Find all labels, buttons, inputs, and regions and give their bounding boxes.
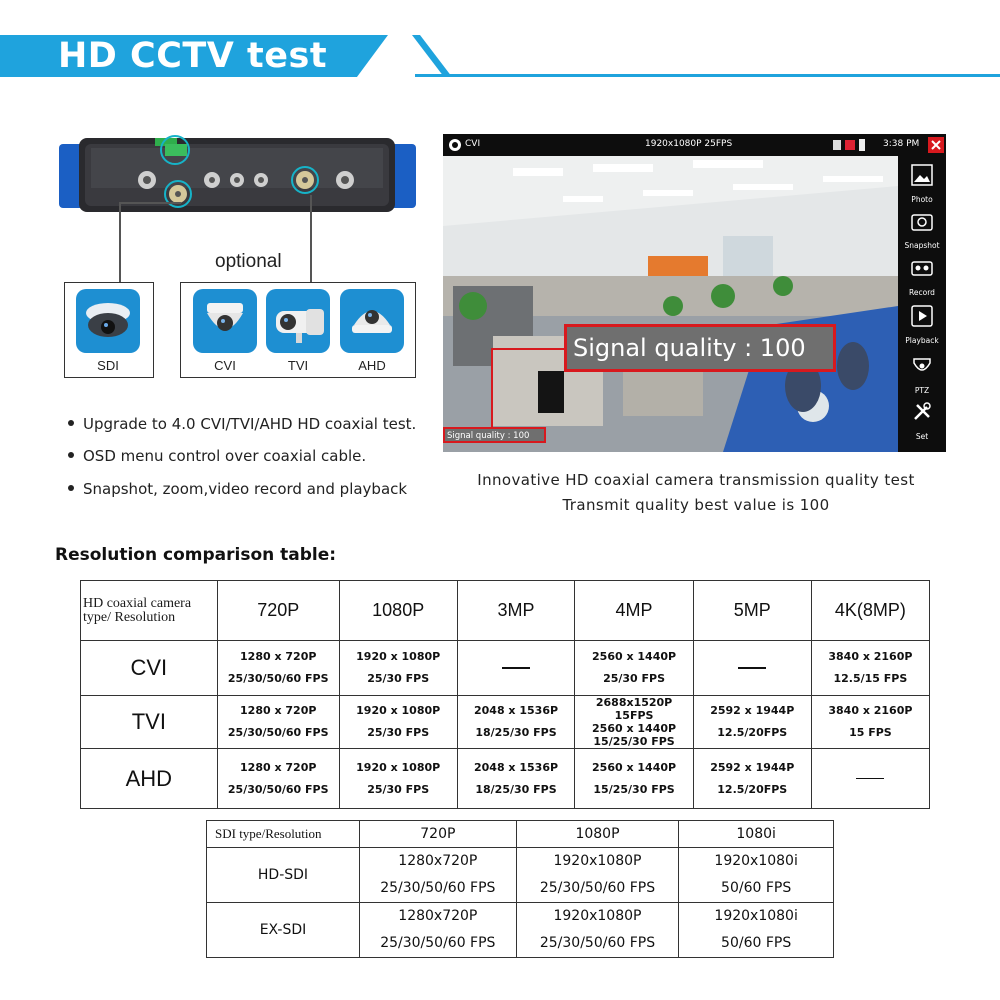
signal-quality-callout: Signal quality : 100 (564, 324, 836, 372)
empty-cell-dash (457, 641, 575, 696)
bullet-camera-icon (266, 289, 330, 353)
table-row (81, 641, 930, 696)
sdi-type-header: SDI type/Resolution (207, 821, 360, 848)
sdi-resolution-table (206, 820, 834, 958)
table-cell: 1280x720P 25/30/50/60 FPS (359, 903, 516, 958)
monitor-resolution-label: 1920x1080P 25FPS (645, 139, 733, 149)
table-row (81, 696, 930, 749)
playback-icon (911, 305, 933, 327)
table-cell: 2592 x 1944P 12.5/20FPS (693, 696, 811, 749)
table-cell: 1920x1080P 25/30/50/60 FPS (516, 848, 679, 903)
camera-mode-icon (447, 138, 463, 152)
tester-device-image (55, 134, 420, 216)
table-cell: 1920 x 1080P 25/30 FPS (339, 696, 457, 749)
monitor-side-menu (898, 156, 946, 452)
signal-callout-line (491, 348, 564, 428)
table-cell: 3840 x 2160P 12.5/15 FPS (811, 641, 929, 696)
ahd-dome-camera-icon (340, 289, 404, 353)
settings-tools-icon (911, 401, 933, 423)
snapshot-icon (911, 210, 933, 232)
empty-cell-dash (811, 749, 929, 809)
playback-button[interactable]: Playback (898, 301, 946, 347)
table-cell: 1920x1080P 25/30/50/60 FPS (516, 903, 679, 958)
set-button[interactable]: Set (898, 397, 946, 443)
table-row (81, 749, 930, 809)
cable-line-sdi-box (119, 228, 121, 282)
table-header-row (81, 581, 930, 641)
type-resolution-header: HD coaxial camera type/ Resolution (81, 581, 218, 641)
feature-bullet: Snapshot, zoom,video record and playback (68, 480, 407, 498)
ptz-icon (911, 355, 933, 377)
record-button[interactable]: Record (898, 253, 946, 299)
feature-bullet: Upgrade to 4.0 CVI/TVI/AHD HD coaxial test. (68, 415, 416, 433)
camera-label-ahd: AHD (358, 358, 386, 373)
banner-stripe (412, 35, 452, 77)
signal-quality-osd: Signal quality : 100 (443, 427, 546, 443)
banner-underline (415, 74, 1000, 77)
column-header: 3MP (457, 581, 575, 641)
table-cell: 1280 x 720P 25/30/50/60 FPS (217, 696, 339, 749)
cable-line-sdi (119, 202, 181, 284)
row-header: HD-SDI (207, 848, 360, 903)
column-header: 4MP (575, 581, 693, 641)
monitor-mode-label: CVI (465, 139, 481, 149)
table-cell: 2592 x 1944P 12.5/20FPS (693, 749, 811, 809)
row-header: EX-SDI (207, 903, 360, 958)
row-header: TVI (81, 696, 218, 749)
table-cell: 1920 x 1080P 25/30 FPS (339, 749, 457, 809)
column-header: 5MP (693, 581, 811, 641)
table-row (207, 848, 834, 903)
table-header-row (207, 821, 834, 848)
sdi-camera-icon (76, 289, 140, 353)
page-title: HD CCTV test (58, 36, 328, 76)
feature-bullet: OSD menu control over coaxial cable. (68, 447, 366, 465)
column-header: 1080i (679, 821, 834, 848)
camera-label-cvi: CVI (214, 358, 236, 373)
table-cell: 1280 x 720P 25/30/50/60 FPS (217, 641, 339, 696)
column-header: 1080P (339, 581, 457, 641)
table-cell: 2560 x 1440P 25/30 FPS (575, 641, 693, 696)
table-cell: 2688x1520P 15FPS 2560 x 1440P 15/25/30 FPS (575, 696, 693, 749)
photo-button[interactable]: Photo (898, 160, 946, 206)
cable-line-optional (310, 195, 314, 282)
column-header: 720P (217, 581, 339, 641)
snapshot-button[interactable]: Snapshot (898, 206, 946, 252)
table-cell: 1920x1080i 50/60 FPS (679, 848, 834, 903)
column-header: 4K(8MP) (811, 581, 929, 641)
resolution-table-heading: Resolution comparison table: (55, 545, 337, 565)
ptz-button[interactable]: PTZ (898, 351, 946, 397)
record-icon (911, 257, 933, 279)
table-cell: 1280x720P 25/30/50/60 FPS (359, 848, 516, 903)
camera-label-sdi: SDI (97, 358, 119, 373)
camera-label-tvi: TVI (287, 358, 309, 373)
monitor-time-label: 3:38 PM (883, 139, 920, 149)
monitor-caption-line2: Transmit quality best value is 100 (562, 496, 830, 514)
photo-icon (911, 164, 933, 186)
dome-camera-icon (193, 289, 257, 353)
table-cell: 1280 x 720P 25/30/50/60 FPS (217, 749, 339, 809)
row-header: AHD (81, 749, 218, 809)
empty-cell-dash (693, 641, 811, 696)
table-cell: 2048 x 1536P 18/25/30 FPS (457, 696, 575, 749)
table-cell: 2560 x 1440P 15/25/30 FPS (575, 749, 693, 809)
table-cell: 3840 x 2160P 15 FPS (811, 696, 929, 749)
resolution-comparison-table (80, 580, 930, 809)
table-cell: 2048 x 1536P 18/25/30 FPS (457, 749, 575, 809)
optional-label: optional (215, 251, 282, 272)
table-row (207, 903, 834, 958)
column-header: 720P (359, 821, 516, 848)
table-cell: 1920x1080i 50/60 FPS (679, 903, 834, 958)
status-icons (833, 139, 873, 151)
monitor-screenshot (443, 134, 946, 452)
monitor-caption-line1: Innovative HD coaxial camera transmission quality test (477, 471, 915, 489)
close-icon[interactable] (928, 137, 944, 153)
table-cell: 1920 x 1080P 25/30 FPS (339, 641, 457, 696)
column-header: 1080P (516, 821, 679, 848)
row-header: CVI (81, 641, 218, 696)
